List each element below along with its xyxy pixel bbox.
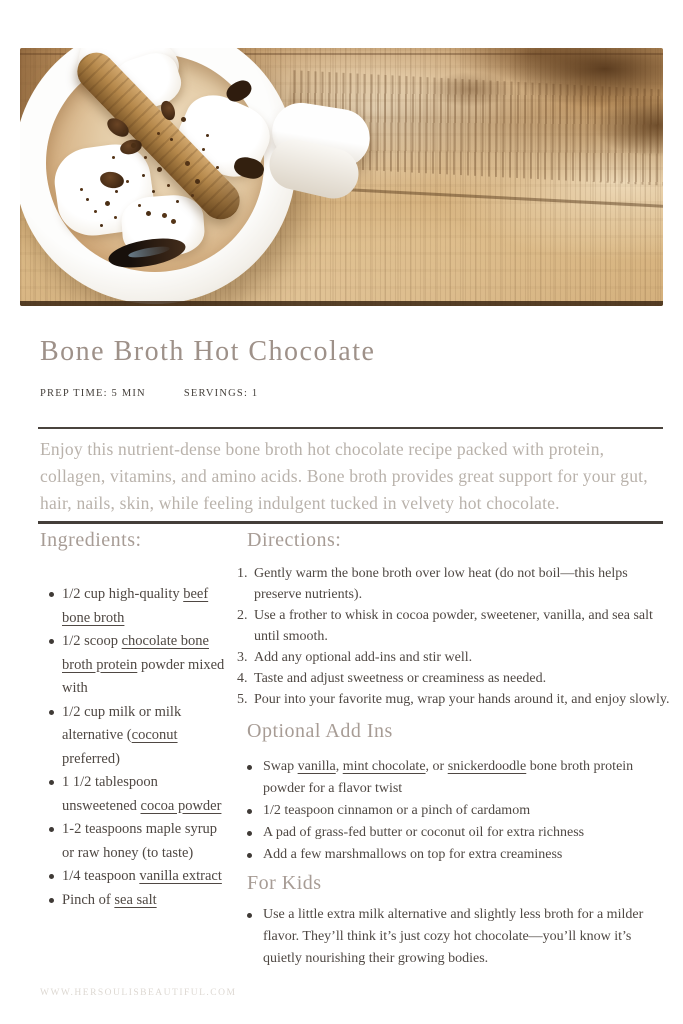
text-segment: Pinch of <box>62 891 115 908</box>
text-segment: 1/2 cup milk or milk alternative ( <box>62 703 182 743</box>
text-segment: , <box>335 759 343 774</box>
optional-add-ins-heading: Optional Add Ins <box>247 720 393 742</box>
divider <box>38 427 663 429</box>
text-segment: Add a few marshmallows on top for extra creaminess <box>263 847 563 862</box>
step-number: 2. <box>237 608 248 623</box>
inline-link[interactable]: coconut <box>131 727 178 743</box>
text-segment: 1-2 teaspoons maple syrup or raw honey (to taste) <box>62 821 218 861</box>
hero-image <box>20 48 663 306</box>
ingredient-item <box>40 889 230 913</box>
ingredient-item <box>40 630 230 701</box>
ingredient-item <box>40 818 230 865</box>
ingredient-item <box>40 583 230 630</box>
for-kids-list <box>237 904 670 970</box>
text-segment: Swap <box>263 759 298 774</box>
ingredient-item <box>40 865 230 889</box>
inline-link[interactable]: snickerdoodle <box>447 759 527 774</box>
page-title: Bone Broth Hot Chocolate <box>40 336 376 367</box>
text-segment: Pour into your favorite mug, wrap your hands around it, and enjoy slowly. <box>254 692 670 707</box>
direction-step <box>237 689 670 710</box>
step-number: 1. <box>237 566 248 581</box>
divider <box>38 521 663 524</box>
recipe-intro: Enjoy this nutrient-dense bone broth hot chocolate recipe packed with protein, collagen, vitamins, and amino acids. Bone broth provides great support for your gut, hair, nails, skin, while feeling indulgent tucked in velvety hot chocolate. <box>40 439 648 513</box>
text-segment: powder mixed with <box>62 656 225 696</box>
optional-item <box>247 756 670 800</box>
recipe-columns <box>40 527 670 970</box>
direction-step <box>237 668 670 689</box>
ingredients-list <box>40 583 230 912</box>
text-segment: Use a little extra milk alternative and slightly less broth for a milder flavor. They’ll think it’s just cozy hot chocolate—you’ll know it’s quietly nourishing their growing bodies. <box>263 907 644 966</box>
inline-link[interactable]: vanilla extract <box>139 868 222 884</box>
plank-seam <box>20 301 663 306</box>
ingredients-column <box>40 527 230 912</box>
text-segment: 1/2 teaspoon cinnamon or a pinch of cardamom <box>263 803 531 818</box>
kids-item <box>247 904 670 970</box>
text-segment: 1/4 teaspoon <box>62 868 140 884</box>
optional-item <box>247 844 670 866</box>
directions-column <box>237 527 670 970</box>
text-segment: bone broth protein powder for a flavor twist <box>263 759 634 796</box>
inline-link[interactable]: mint chocolate <box>342 759 426 774</box>
text-segment: Use a frother to whisk in cocoa powder, sweetener, vanilla, and sea salt until smooth. <box>254 608 653 644</box>
inline-link[interactable]: vanilla <box>297 759 336 774</box>
optional-item <box>247 822 670 844</box>
website-url: WWW.HERSOULISBEAUTIFUL.COM <box>40 988 237 998</box>
ingredients-heading: Ingredients: <box>40 529 142 551</box>
text-segment: Gently warm the bone broth over low heat (do not boil—this helps preserve nutrients). <box>254 566 628 602</box>
direction-step <box>237 647 670 668</box>
inline-link[interactable]: sea salt <box>114 891 157 908</box>
step-number: 5. <box>237 692 248 707</box>
text-segment: preferred) <box>62 750 120 767</box>
inline-link[interactable]: chocolate bone broth protein <box>62 633 209 673</box>
text-segment: 1/2 scoop <box>62 633 122 649</box>
inline-link[interactable]: beef bone broth <box>62 586 209 626</box>
optional-add-ins-list <box>237 756 670 866</box>
text-segment: Taste and adjust sweetness or creaminess as needed. <box>254 671 547 686</box>
recipe-meta <box>40 388 258 399</box>
text-segment: , or <box>425 759 448 774</box>
for-kids-heading: For Kids <box>247 872 322 894</box>
cocoa-sprinkles <box>20 48 23 51</box>
text-segment: Add any optional add-ins and stir well. <box>254 650 473 665</box>
prep-time-label: PREP TIME: 5 MIN <box>40 388 146 399</box>
directions-heading: Directions: <box>247 529 342 551</box>
text-segment: 1/2 cup high-quality <box>62 586 184 602</box>
ingredient-item <box>40 771 230 818</box>
optional-item <box>247 800 670 822</box>
inline-link[interactable]: cocoa powder <box>140 797 222 814</box>
ingredient-item <box>40 701 230 772</box>
text-segment: A pad of grass-fed butter or coconut oil for extra richness <box>263 825 585 840</box>
text-segment: 1 1/2 tablespoon unsweetened <box>62 774 158 814</box>
direction-step <box>237 563 670 605</box>
step-number: 3. <box>237 650 248 665</box>
step-number: 4. <box>237 671 248 686</box>
servings-label: SERVINGS: 1 <box>183 388 259 399</box>
direction-step <box>237 605 670 647</box>
directions-list <box>237 563 670 710</box>
